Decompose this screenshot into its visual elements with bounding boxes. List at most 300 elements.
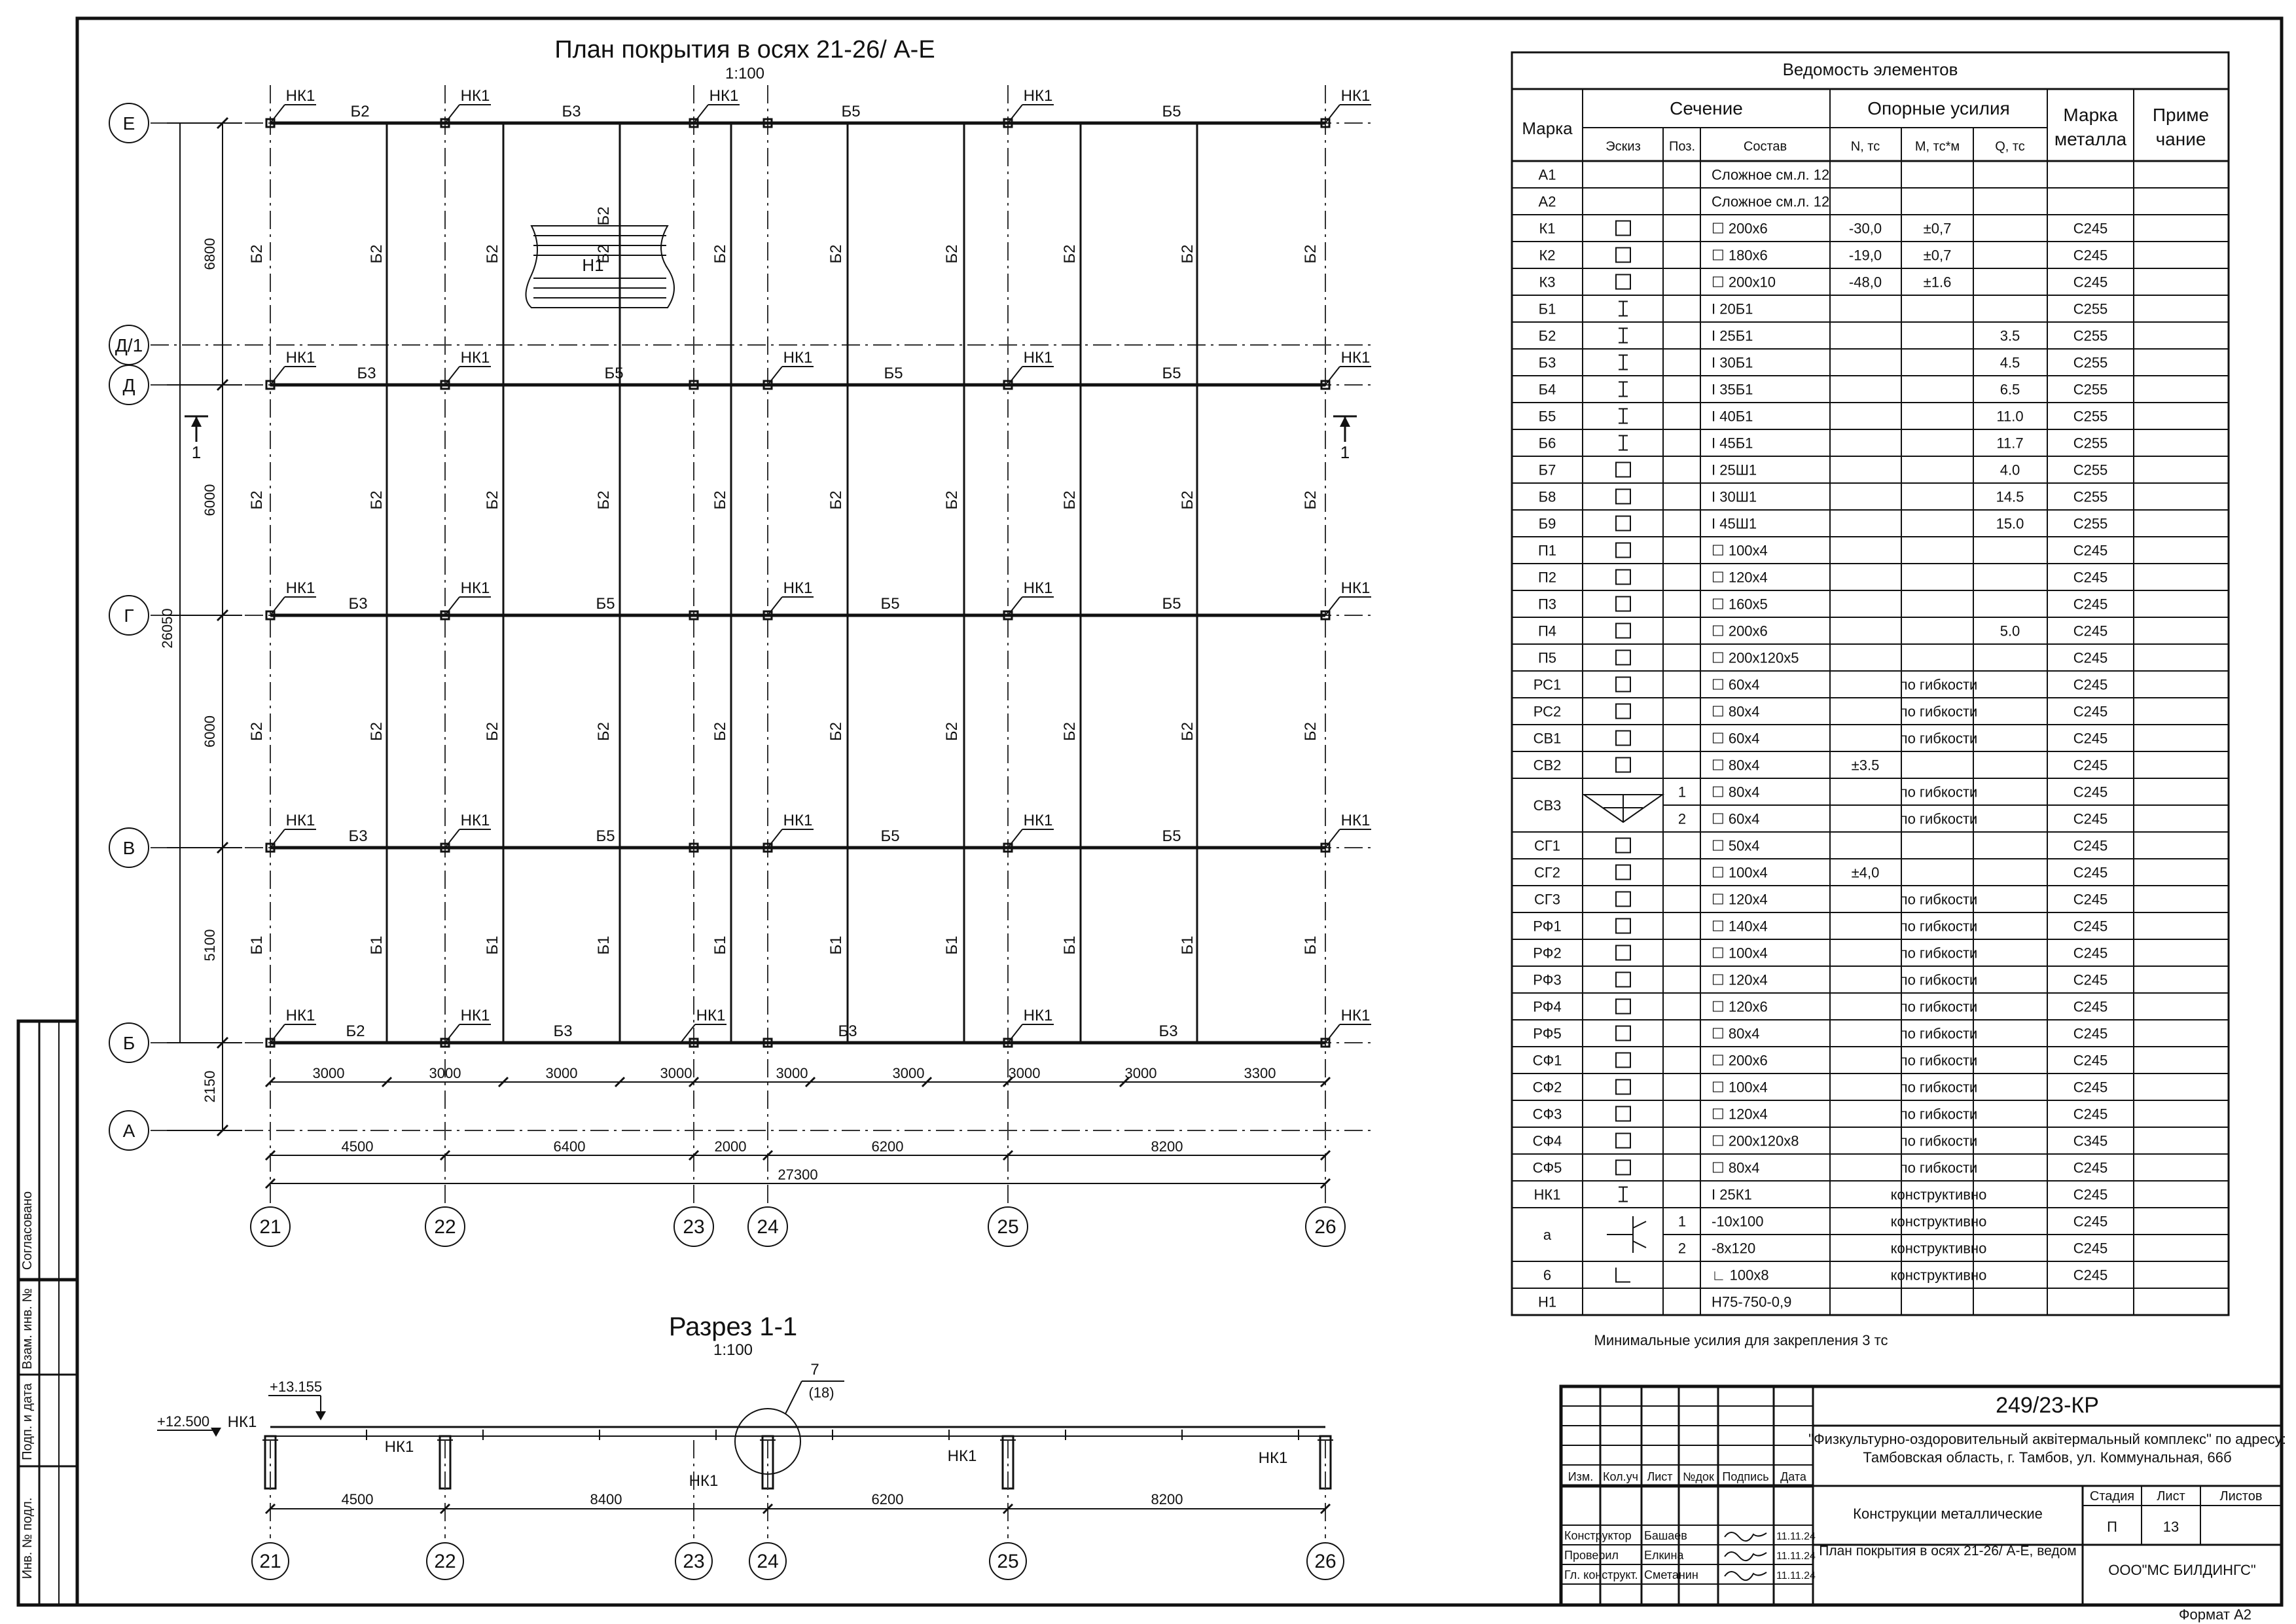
cell-metal: С245 [2073,676,2108,693]
cell-q: 14.5 [1996,488,2024,505]
cell-span-note: по гибкости [1899,1132,1978,1149]
bay-beam-label: Б1 [711,935,729,955]
node-leader [445,597,459,615]
cell-mark: РФ5 [1533,1025,1562,1042]
tb-signature [1725,1552,1767,1561]
sketch-box-icon [1616,892,1630,907]
tb-role: Конструктор [1564,1529,1632,1542]
cell-q: 11.7 [1996,435,2024,452]
section-1-1 [157,1361,1344,1579]
tb-col-header: Лист [1647,1470,1673,1483]
cell-metal: С245 [2073,649,2108,666]
node-label: НК1 [460,349,490,367]
left-stamp-label: Согласовано [20,1191,35,1271]
dim-text-bottom: 3300 [1244,1065,1276,1081]
node-label: НК1 [1340,579,1371,597]
sketch-ibeam-icon [1619,1187,1628,1202]
cell-sostav: I 25Ш1 [1712,461,1757,478]
cell-metal: С245 [2073,1025,2108,1042]
node-label: НК1 [1340,1007,1371,1024]
cell-metal: С245 [2073,971,2108,988]
cell-span-note: по гибкости [1899,676,1978,693]
schedule-footnote: Минимальные усилия для закрепления 3 тс [1594,1332,1888,1348]
bay-beam-label: Б2 [1061,721,1079,742]
node-leader [445,829,459,848]
section-axis-label: 24 [757,1551,779,1572]
section-dim-text: 8400 [590,1491,622,1507]
cell-sostav: Сложное см.л. 12 [1712,193,1830,210]
cell-metal: С255 [2073,488,2108,505]
cell-sostav: I 45Б1 [1712,435,1753,452]
cell-metal: С245 [2073,891,2108,908]
cell-mark: СГ2 [1534,864,1561,881]
cell-sostav: ☐ 120x4 [1712,1106,1768,1123]
cell-span-note: по гибкости [1899,1106,1978,1123]
cell-metal: С245 [2073,810,2108,827]
cell-metal: С255 [2073,435,2108,452]
tb-date: 11.11.24 [1776,1570,1816,1581]
bay-beam-label: Б2 [1302,721,1319,742]
cell-mark: РФ2 [1533,945,1562,962]
section-mark-label: 1 [1340,442,1350,462]
cell-sostav: ☐ 200x6 [1712,1052,1768,1069]
section-node-label: НК1 [384,1438,414,1456]
tb-name: Башаев [1644,1529,1687,1542]
cell-metal: С245 [2073,864,2108,881]
bay-beam-label: Б2 [711,721,729,742]
bay-beam-label: Б2 [943,490,961,510]
bay-beam-label: Б1 [827,935,845,955]
tb-role: Гл. конструкт. [1564,1568,1638,1581]
node-leader [445,1024,459,1043]
node-label: НК1 [285,812,315,829]
cell-sostav: ☐ 80x4 [1712,1159,1760,1176]
cell-metal: С245 [2073,703,2108,720]
cell-sostav: I 40Б1 [1712,408,1753,425]
node-leader [445,367,459,385]
cell-metal: С255 [2073,300,2108,317]
elev-top: +13.155 [270,1379,323,1395]
section-axis-label: 26 [1314,1551,1336,1572]
tb-sheet-title: План покрытия в осях 21-26/ А-Е, ведом [1819,1543,2077,1559]
node-label: НК1 [783,579,813,597]
node-leader [270,367,285,385]
elev-base: +12.500 [157,1413,210,1430]
cell-mark: РФ3 [1533,971,1562,988]
elev-arrow [211,1428,221,1437]
tb-code: 249/23-КР [1996,1393,2099,1418]
cell-sostav: ☐ 140x4 [1712,918,1768,935]
th-metal: металла [2054,129,2127,149]
axis-label-row: Д/1 [115,335,143,355]
node-label: НК1 [1340,349,1371,367]
title-block [1561,1386,2286,1605]
cell-q: 15.0 [1996,515,2024,532]
tb-date: 11.11.24 [1776,1551,1816,1562]
node-leader [768,597,782,615]
cell-mark: РС2 [1533,703,1562,720]
left-stamp-label: Инв. № подл. [20,1497,35,1579]
row-beam-label: Б3 [562,103,581,120]
node-leader [270,1024,285,1043]
node-label: НК1 [1023,87,1053,105]
cell-sostav: ☐ 50x4 [1712,837,1760,854]
th-poz: Поз. [1669,139,1695,154]
cell-metal: С255 [2073,515,2108,532]
row-beam-label: Б3 [348,827,368,845]
bay-beam-label: Б2 [595,490,613,510]
cell-mark: Б7 [1538,461,1556,478]
cell-mark: СВ3 [1533,797,1562,814]
node-leader [270,597,285,615]
tb-stage: П [2107,1519,2117,1535]
axis-label-col: 24 [757,1216,779,1238]
dim-text-left-total: 26050 [159,608,175,649]
dim-text-bottom: 3000 [892,1065,925,1081]
cell-sostav: ☐ 100x4 [1712,1079,1768,1096]
dim-text-overall: 27300 [778,1166,818,1183]
sketch-plate-icon [1607,1216,1646,1253]
cell-sostav: I 25К1 [1712,1186,1752,1203]
deck-label: Н1 [582,255,604,275]
cell-sostav: ☐ 60x4 [1712,810,1760,827]
elements-schedule [1512,52,2229,1315]
cell-metal: С255 [2073,354,2108,371]
row-beam-label: Б2 [346,1022,365,1040]
cell-sostav: ☐ 180x6 [1712,247,1768,264]
cell-mark: Б2 [1538,327,1556,344]
bay-beam-label: Б2 [595,244,613,264]
sketch-box-icon [1616,1026,1630,1041]
section-arrow [1340,416,1350,427]
cell-metal: С245 [2073,998,2108,1015]
bay-beam-label: Б2 [711,244,729,264]
cell-span-note: конструктивно [1890,1240,1987,1257]
sketch-box-icon [1616,221,1630,236]
sketch-ibeam-icon [1619,302,1628,316]
dim-text-left: 2150 [202,1070,218,1103]
cell-sostav: ☐ 120x4 [1712,891,1768,908]
cell-mark: А2 [1538,193,1556,210]
axis-label-col: 26 [1314,1216,1336,1238]
section-dim-text: 8200 [1151,1491,1183,1507]
sketch-ibeam-icon [1619,355,1628,370]
cell-mark: Б6 [1538,435,1556,452]
dim-text-bottom: 3000 [660,1065,692,1081]
section-node-label: НК1 [947,1447,977,1465]
dim-text-left: 5100 [202,929,218,962]
node-label: НК1 [709,87,739,105]
dim-text-left: 6800 [202,238,218,270]
sketch-box-icon [1616,677,1630,692]
node-label: НК1 [460,579,490,597]
sketch-box-icon [1616,570,1630,585]
axis-label-col: 21 [259,1216,281,1238]
sketch-box-icon [1616,275,1630,289]
node-label: НК1 [783,349,813,367]
cell-metal: С245 [2073,274,2108,291]
sketch-box-icon [1616,919,1630,933]
axis-label-col: 25 [997,1216,1019,1238]
section-node-label: НК1 [1258,1449,1288,1467]
section-axis-label: 23 [683,1551,705,1572]
section-arrow [191,416,202,427]
cell-poz: 1 [1677,784,1687,801]
section-axis-label: 21 [259,1551,281,1572]
node-label: НК1 [696,1007,726,1024]
cell-q: 4.5 [2000,354,2020,371]
cell-sostav: ☐ 100x4 [1712,945,1768,962]
cell-mark: П2 [1537,569,1557,586]
dim-text-bottom2: 2000 [714,1138,747,1155]
left-stamp-label: Взам. инв. № [20,1288,35,1369]
deck-beam-label: Б2 [595,206,613,226]
sketch-box-icon [1616,597,1630,611]
tb-role: Проверил [1564,1549,1619,1562]
cell-q: 5.0 [2000,623,2020,640]
bay-beam-label: Б2 [248,244,266,264]
row-beam-label: Б5 [1162,595,1181,613]
cell-sostav: I 30Ш1 [1712,488,1757,505]
node-leader [1008,105,1022,123]
cell-span-note: по гибкости [1899,703,1978,720]
cell-metal: С245 [2073,1213,2108,1230]
tb-date: 11.11.24 [1776,1531,1816,1542]
node-label: НК1 [460,812,490,829]
cell-span-note: по гибкости [1899,1079,1978,1096]
cell-sostav: ☐ 200x120x8 [1712,1132,1799,1149]
sketch-box-icon [1616,651,1630,665]
bay-beam-label: Б2 [827,244,845,264]
bay-beam-label: Б1 [595,935,613,955]
roof-plan [109,85,1371,1246]
cell-span-note: по гибкости [1899,918,1978,935]
cell-metal: С245 [2073,220,2108,237]
cell-q: 4.0 [2000,461,2020,478]
cell-metal: С245 [2073,542,2108,559]
dim-text-left: 6000 [202,484,218,516]
cell-metal: С245 [2073,784,2108,801]
node-leader [1325,367,1340,385]
cell-n: ±4,0 [1851,864,1880,881]
cell-mark: Б5 [1538,408,1556,425]
section-title: Разрез 1-1 [668,1312,798,1341]
cell-mark: Б3 [1538,354,1556,371]
dim-text-bottom: 3000 [776,1065,808,1081]
bay-beam-label: Б2 [1061,490,1079,510]
cell-sostav: ☐ 80x4 [1712,703,1760,720]
cell-metal: С245 [2073,1052,2108,1069]
bay-beam-label: Б2 [484,490,501,510]
sketch-box-icon [1616,839,1630,853]
cell-mark: СФ4 [1532,1132,1562,1149]
cell-poz: 1 [1677,1213,1687,1230]
cell-metal: С255 [2073,408,2108,425]
cell-sostav: I 25Б1 [1712,327,1753,344]
section-mark-label: 1 [191,442,202,462]
cell-m: ±0,7 [1923,247,1952,264]
node-label: НК1 [1340,812,1371,829]
cell-span-note: по гибкости [1899,1159,1978,1176]
th-prim: Приме [2152,105,2210,125]
cell-mark: СВ2 [1533,757,1562,774]
section-axis-label: 22 [434,1551,456,1572]
tb-col-header: Кол.уч [1603,1470,1638,1483]
tb-name: Сметанин [1644,1568,1698,1581]
bay-beam-label: Б1 [248,935,266,955]
node-leader [1008,1024,1022,1043]
tb-col-header: Подпись [1722,1470,1769,1483]
row-beam-label: Б5 [884,365,903,382]
cell-metal: С345 [2073,1132,2108,1149]
cell-mark: П4 [1537,623,1557,640]
row-beam-label: Б2 [350,103,370,120]
cell-sostav: I 45Ш1 [1712,515,1757,532]
cell-mark: Б9 [1538,515,1556,532]
tb-sheet-label: Лист [2157,1489,2185,1504]
tb-sheets-label: Листов [2219,1489,2263,1504]
cell-sostav: ☐ 200x6 [1712,220,1768,237]
cell-metal: С245 [2073,837,2108,854]
bay-beam-label: Б2 [943,721,961,742]
cell-mark: СВ1 [1533,730,1562,747]
dim-text-bottom2: 6400 [553,1138,586,1155]
section-dim-text: 6200 [871,1491,904,1507]
dim-text-bottom2: 6200 [871,1138,904,1155]
sketch-box-icon [1616,1053,1630,1068]
bay-beam-label: Б2 [484,244,501,264]
sketch-ibeam-icon [1619,329,1628,343]
axis-label-row: В [122,838,135,858]
sketch-box-icon [1616,624,1630,638]
sketch-box-icon [1616,1080,1630,1094]
bay-beam-label: Б2 [595,721,613,742]
cell-n: -19,0 [1848,247,1882,264]
node-leader [1008,829,1022,848]
node-label: НК1 [285,1007,315,1024]
sketch-box-icon [1616,1000,1630,1014]
plan-title: План покрытия в осях 21-26/ А-Е [554,36,935,63]
axis-label-col: 22 [434,1216,456,1238]
row-beam-label: Б5 [880,827,900,845]
cell-span-note: по гибкости [1899,730,1978,747]
bay-beam-label: Б2 [484,721,501,742]
cell-metal: С245 [2073,596,2108,613]
tb-signature [1725,1532,1767,1541]
cell-mark: СФ1 [1532,1052,1562,1069]
node-leader [1325,829,1340,848]
tb-project-1: "Физкультурно-оздоровительный аквітермальный комплекс" по адресу: [1808,1431,2286,1447]
cell-sostav: ☐ 100x4 [1712,542,1768,559]
bay-beam-label: Б2 [368,721,386,742]
cell-span-note: по гибкости [1899,891,1978,908]
node-leader [768,829,782,848]
sketch-box-icon [1616,758,1630,772]
tb-project-2: Тамбовская область, г. Тамбов, ул. Коммунальная, 66б [1863,1449,2232,1466]
cell-sostav: ☐ 200x10 [1712,274,1776,291]
node-label: НК1 [1023,349,1053,367]
tb-signature [1725,1572,1767,1580]
detail-callout-number: 7 [810,1361,819,1379]
th-prim: чание [2155,129,2206,149]
detail-callout-sheet: (18) [808,1384,834,1401]
cell-sostav: ☐ 120x4 [1712,971,1768,988]
node-label: НК1 [285,87,315,105]
cell-span-note: по гибкости [1899,1025,1978,1042]
section-node-label: НК1 [227,1413,257,1431]
cell-span-note: конструктивно [1890,1186,1987,1203]
section-axis-label: 25 [997,1551,1019,1572]
sketch-ibeam-icon [1619,382,1628,397]
cell-sostav: I 20Б1 [1712,300,1753,317]
cell-sostav: ☐ 60x4 [1712,676,1760,693]
sketch-box-icon [1616,248,1630,262]
cell-metal: С245 [2073,247,2108,264]
node-label: НК1 [1023,579,1053,597]
cell-mark: П3 [1537,596,1557,613]
sketch-ibeam-icon [1619,409,1628,424]
cell-sostav: -8x120 [1712,1240,1756,1257]
cell-sostav: Н75-750-0,9 [1712,1293,1792,1310]
row-beam-label: Б5 [596,595,615,613]
cell-metal: С255 [2073,461,2108,478]
node-leader [681,1024,695,1043]
bay-beam-label: Б1 [943,935,961,955]
left-stamp-label: Подп. и дата [20,1383,35,1460]
cell-mark: РС1 [1533,676,1562,693]
node-leader [1008,597,1022,615]
row-beam-label: Б3 [838,1022,857,1040]
elev-arrow [315,1411,326,1420]
cell-metal: С245 [2073,1267,2108,1284]
cell-mark: а [1543,1227,1552,1243]
th-m: M, тс*м [1914,139,1960,154]
bay-beam-label: Б2 [1061,244,1079,264]
section-node-label: НК1 [689,1472,719,1490]
tb-stage-label: Стадия [2089,1489,2135,1504]
cell-sostav: ☐ 120x4 [1712,569,1768,586]
cell-mark: СГ1 [1534,837,1561,854]
node-label: НК1 [460,1007,490,1024]
row-beam-label: Б5 [604,365,624,382]
row-beam-label: Б3 [553,1022,573,1040]
bay-beam-label: Б1 [1061,935,1079,955]
cell-span-note: конструктивно [1890,1213,1987,1230]
sketch-box-icon [1616,516,1630,531]
node-label: НК1 [285,579,315,597]
plan-scale: 1:100 [725,65,765,82]
cell-span-note: по гибкости [1899,810,1978,827]
bay-beam-label: Б1 [368,935,386,955]
th-sechenie: Сечение [1670,98,1743,118]
cell-sostav: ☐ 200x6 [1712,623,1768,640]
node-label: НК1 [1023,812,1053,829]
left-stamp [18,1021,77,1605]
bay-beam-label: Б2 [711,490,729,510]
axis-label-row: Е [122,113,135,134]
node-leader [1325,105,1340,123]
cell-n: ±3.5 [1851,757,1880,774]
sketch-box-icon [1616,1134,1630,1148]
sketch-box-icon [1616,543,1630,558]
dim-text-bottom2: 4500 [341,1138,374,1155]
cell-mark: Б1 [1538,300,1556,317]
row-beam-label: Б3 [348,595,368,613]
section-dim-text: 4500 [341,1491,374,1507]
cell-metal: С245 [2073,1106,2108,1123]
node-leader [1325,597,1340,615]
tb-name: Елкина [1644,1549,1684,1562]
